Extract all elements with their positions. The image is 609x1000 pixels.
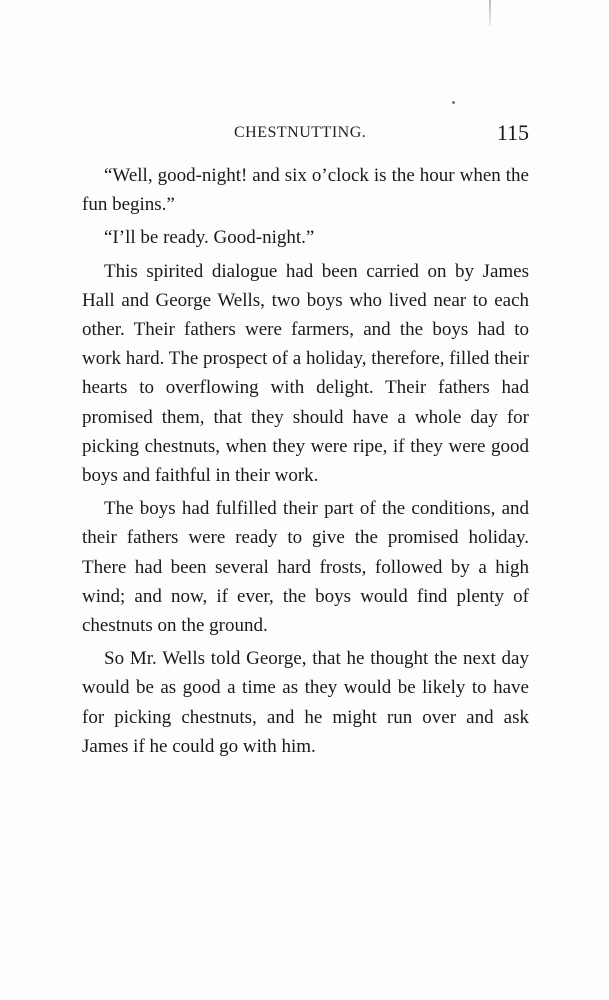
scan-speck [452, 101, 455, 104]
paragraph-5: So Mr. Wells told George, that he thought the next day would be as good a time as they would be likely to have for picking chestnuts, and he might run over and ask James if he could go with him. [82, 648, 529, 757]
scan-mark [489, 0, 491, 26]
paragraph-3: This spirited dialogue had been carried on by James Hall and George Wells, two boys who lived near to each other. Their fathers were farmers, and the boys had to work hard. The prospect of a holiday, therefore, filled their hearts to overflowing with delight. Their fathers had promised them, that they should have a whole day for picking chestnuts, when they were ripe, if they were good boys and faithful in their work. [82, 260, 529, 487]
paragraph-1: “Well, good-night! and six o’clock is the hour when the fun begins.” [82, 165, 529, 216]
paragraph-2: “I’ll be ready. Good-night.” [104, 227, 315, 249]
body-text [82, 161, 529, 765]
running-head [82, 120, 529, 150]
chapter-title: CHESTNUTTING. [234, 124, 367, 141]
page-number: 115 [496, 120, 529, 145]
paragraph-4: The boys had fulfilled their part of the conditions, and their fathers were ready to give the promised holiday. There had been several hard frosts, followed by a high wind; and now, if ever, the boys would find plenty of chestnuts on the ground. [82, 498, 529, 637]
